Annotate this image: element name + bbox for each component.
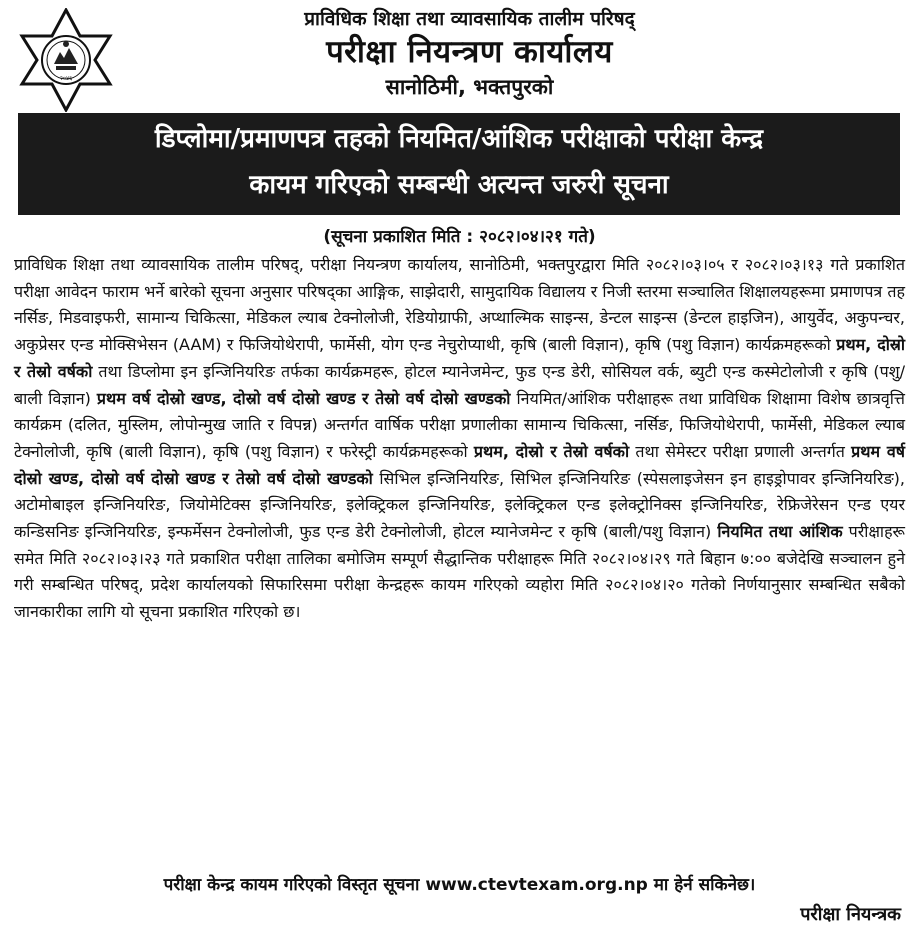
signatory-title: परीक्षा नियन्त्रक <box>800 904 901 925</box>
website-link[interactable]: www.ctevtexam.org.np <box>425 875 648 895</box>
body-text-segment: प्राविधिक शिक्षा तथा व्यावसायिक तालीम परिषद्, परीक्षा नियन्त्रण कार्यालय, सानोठिमी, भक्तपुरद्वारा मिति २०८२।०३।०५ र २०८२।०३।१३ गते प्रकाशित परीक्षा आवेदन फाराम भर्ने बारेको सूचना अनुसार परिषद्का आङ्गिक, साझेदारी, सामुदायिक विद्यालय र निजी स्तरमा सञ्चालित शिक्षालयहरूमा प्रमाणपत्र तह नर्सिङ, मिडवाइफरी, सामान्य चिकित्सा, मेडिकल ल्याब टेक्नोलोजी, रेडियोग्राफी, अप्थाल्मिक साइन्स, डेन्टल साइन्स (डेन्टल हाइजिन), आयुर्वेद, अकुपन्चर, अकुप्रेसर एन्ड मोक्सिभेसन (AAM) र फिजियोथेरापी, फार्मेसी, योग एन्ड नेचुरोप्याथी, कृषि (बाली विज्ञान), कृषि (पशु विज्ञान) कार्यक्रमहरूको <box>14 255 905 355</box>
notice-title-line-2: कायम गरिएको सम्बन्धी अत्यन्त जरुरी सूचना <box>249 170 669 200</box>
body-bold-segment: प्रथम, दोस्रो र तेस्रो वर्षको <box>473 441 630 461</box>
body-bold-segment: प्रथम वर्ष दोस्रो खण्ड, दोस्रो वर्ष दोस्रो खण्ड र तेस्रो वर्ष दोस्रो खण्डको <box>14 441 905 488</box>
office-name: परीक्षा नियन्त्रण कार्यालय <box>326 34 613 70</box>
body-text-segment: परीक्षाहरू समेत मिति २०८२।०३।२३ गते प्रकाशित परीक्षा तालिका बमोजिम सम्पूर्ण सैद्धान्तिक परीक्षाहरू मिति २०८२।०४।२९ गते बिहान ७:०० बजेदेखि सञ्चालन हुने गरी सम्बन्धित परिषद्, प्रदेश कार्यालयको सिफारिसमा परीक्षा केन्द्रहरू कायम गरिएको व्यहोरा मिति २०८२।०४।२० गतेको निर्णयानुसार सम्बन्धित सबैको जानकारीका लागि यो सूचना प्रकाशित गरिएको छ। <box>14 522 905 622</box>
letterhead <box>0 6 919 102</box>
body-text-segment: तथा डिप्लोमा इन इन्जिनियरिङ तर्फका कार्यक्रमहरू, होटल म्यानेजमेन्ट, फुड एन्ड डेरी, सोसियल वर्क, ब्युटी एन्ड कस्मेटोलोजी र कृषि (पशु/बाली विज्ञान) <box>14 361 905 408</box>
body-text-segment: सिभिल इन्जिनियरिङ, सिभिल इन्जिनियरिङ (स्पेसलाइजेसन इन हाइड्रोपावर इन्जिनियरिङ), अटोमोबाइल इन्जिनियरिङ, जियोमेटिक्स इन्जिनियरिङ, इलेक्ट्रिकल इन्जिनियरिङ, इलेक्ट्रिकल एन्ड इलेक्ट्रोनिक्स इन्जिनियरिङ, रेफ्रिजेरेसन एन्ड एयर कन्डिसनिङ इन्जिनियरिङ, इन्फर्मेसन टेक्नोलोजी, फुड एन्ड डेरी टेक्नोलोजी, होटल म्यानेजमेन्ट र कृषि (बाली/पशु विज्ञान) <box>14 468 905 542</box>
notice-body <box>14 252 905 626</box>
office-location: सानोठिमी, भक्तपुरको <box>385 75 554 99</box>
body-bold-segment: नियमित तथा आंशिक <box>717 522 843 542</box>
publication-date: (सूचना प्रकाशित मिति : २०८२।०४।२१ गते) <box>323 227 596 247</box>
notice-title-line-1: डिप्लोमा/प्रमाणपत्र तहको नियमित/आंशिक परीक्षाको परीक्षा केन्द्र <box>154 124 764 154</box>
closing-suffix: मा हेर्न सकिनेछ। <box>647 875 756 895</box>
svg-text:२०४६: २०४६ <box>59 75 73 82</box>
body-text-segment: नियमित/आंशिक परीक्षाहरू तथा प्राविधिक शिक्षामा विशेष छात्रवृत्ति कार्यक्रम (दलित, मुस्लिम, लोपोन्मुख जाति र विपन्न) अन्तर्गत वार्षिक परीक्षा प्रणालीका सामान्य चिकित्सा, नर्सिङ, फिजियोथेरापी, फार्मेसी, मेडिकल ल्याब टेक्नोलोजी, कृषि (बाली विज्ञान), कृषि (पशु विज्ञान) र फरेस्ट्री कार्यक्रमहरूको <box>14 388 905 461</box>
closing-text: परीक्षा केन्द्र कायम गरिएको विस्तृत सूचना <box>163 875 426 895</box>
body-text-segment: तथा सेमेस्टर परीक्षा प्रणाली अन्तर्गत <box>629 441 852 461</box>
notice-title-banner <box>18 113 900 215</box>
org-name: प्राविधिक शिक्षा तथा व्यावसायिक तालीम परिषद् <box>304 8 635 30</box>
body-bold-segment: प्रथम वर्ष दोस्रो खण्ड, दोस्रो वर्ष दोस्रो खण्ड र तेस्रो वर्ष दोस्रो खण्डको <box>96 388 511 408</box>
body-bold-segment: प्रथम, दोस्रो र तेस्रो वर्षको <box>14 335 905 381</box>
closing-note <box>0 872 919 898</box>
